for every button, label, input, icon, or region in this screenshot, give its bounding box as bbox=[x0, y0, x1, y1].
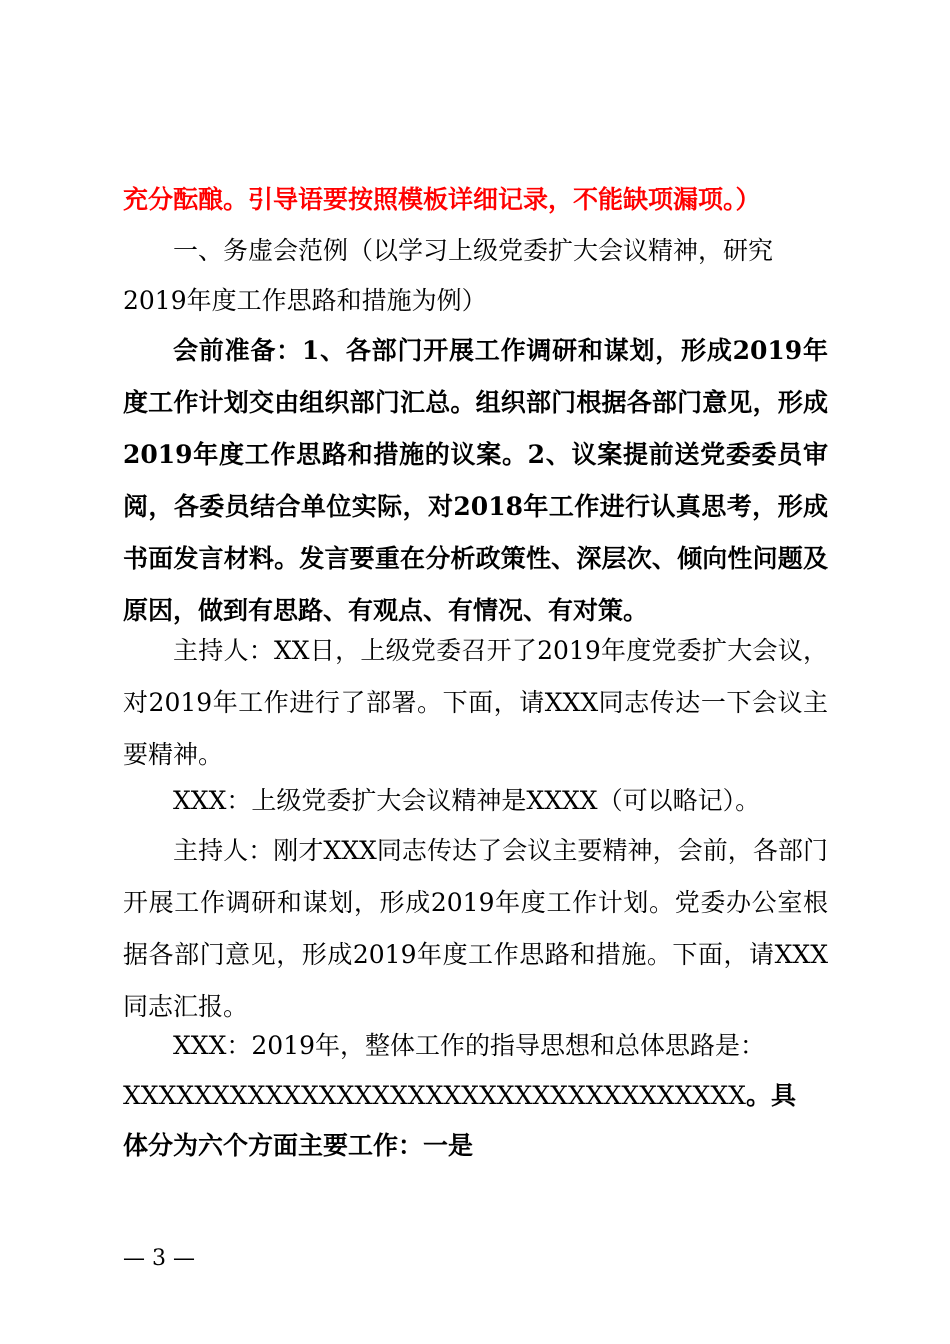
intro-red-text: 充分酝酿。引导语要按照模板详细记录，不能缺项漏项。） bbox=[123, 185, 761, 214]
section-title-line2: 2019年度工作思路和措施为例） bbox=[123, 286, 487, 315]
last-line2-bold: 。具 bbox=[745, 1081, 796, 1110]
speaker-paragraph: XXX：上级党委扩大会议精神是XXXX（可以略记）。 bbox=[173, 786, 761, 815]
host-paragraph-2: 主持人：刚才XXX同志传达了会议主要精神，会前，各部门开展工作调研和谋划，形成2019年度工作计划。党委办公室根据各部门意见，形成2019年度工作思路和措施。下面，请XXX同志汇报。 bbox=[123, 836, 828, 1021]
x-placeholder-run: XXXXXXXXXXXXXXXXXXXXXXXXXXXXXXXXXXX bbox=[123, 1081, 746, 1110]
meeting-prep-label: 会前准备： bbox=[173, 336, 302, 365]
meeting-prep-text: 1、各部门开展工作调研和谋划，形成2019年度工作计划交由组织部门汇总。组织部门根据各部门意见，形成2019年度工作思路和措施的议案。2、议案提前送党委委员审阅，各委员结合单位实际，对2018年工作进行认真思考，形成书面发言材料。发言要重在分析政策性、深层次、倾向性问题及原因，做到有思路、有观点、有情况、有对策。 bbox=[123, 336, 828, 625]
host-paragraph-1: 主持人：XX日，上级党委召开了2019年度党委扩大会议，对2019年工作进行了部署。下面，请XXX同志传达一下会议主要精神。 bbox=[123, 636, 828, 769]
last-paragraph-line2 bbox=[123, 1078, 833, 1114]
last-paragraph-line3: 体分为六个方面主要工作：一是 bbox=[123, 1131, 474, 1160]
last-paragraph-line1: XXX：2019年，整体工作的指导思想和总体思路是： bbox=[173, 1031, 766, 1060]
page-number: — 3 — bbox=[123, 1246, 195, 1271]
section-title-line1: 一、务虚会范例（以学习上级党委扩大会议精神，研究 bbox=[173, 236, 774, 265]
meeting-prep-paragraph bbox=[123, 325, 828, 637]
